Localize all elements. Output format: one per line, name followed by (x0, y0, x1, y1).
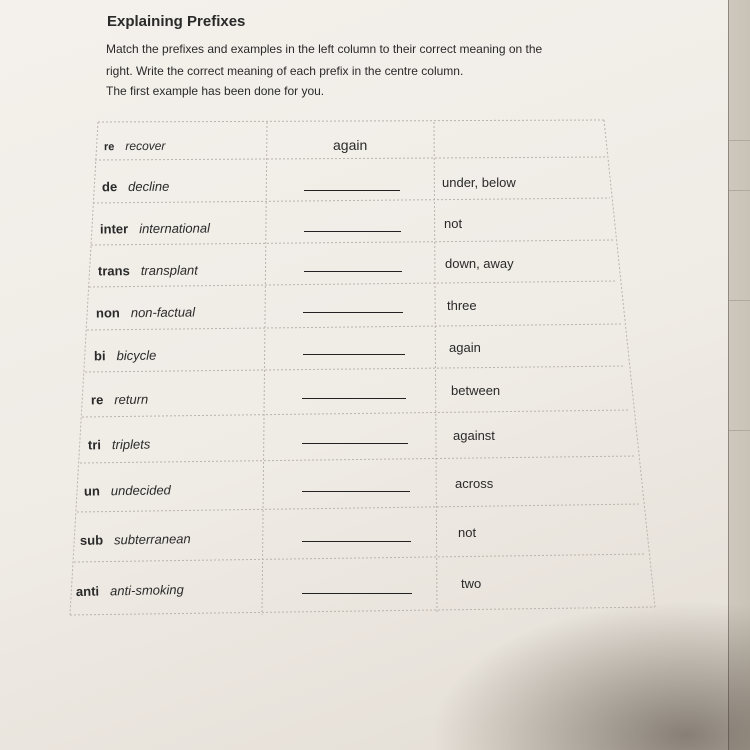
example-word: non-factual (130, 304, 196, 321)
table-row (102, 179, 170, 199)
prefix: bi (93, 348, 106, 364)
table-row (96, 304, 195, 325)
answer-blank[interactable] (302, 491, 410, 492)
example-word: international (139, 220, 211, 237)
worksheet-title: Explaining Prefixes (107, 13, 246, 30)
instruction-line-1: Match the prefixes and examples in the left column to their correct meaning on the (106, 42, 543, 56)
meaning: between (451, 383, 501, 398)
meaning: across (455, 476, 494, 491)
meaning: under, below (442, 175, 516, 190)
prefix: trans (97, 263, 130, 279)
instruction-line-3: The first example has been done for you. (106, 84, 325, 98)
table-row (104, 138, 166, 158)
answer-blank[interactable] (304, 271, 402, 272)
example-word: bicycle (116, 347, 157, 364)
table-row (98, 263, 198, 284)
prefix: un (83, 483, 100, 499)
example-word: return (114, 391, 149, 408)
table-row (100, 221, 210, 242)
prefix: re (90, 392, 104, 408)
answer-blank[interactable] (303, 312, 403, 313)
example-word: triplets (111, 436, 151, 453)
example-answer: again (333, 137, 368, 153)
photo-shadow (430, 600, 750, 750)
answer-blank[interactable] (302, 541, 411, 542)
answer-blank[interactable] (303, 354, 405, 355)
prefix: anti (75, 583, 100, 599)
prefix: inter (99, 221, 129, 237)
table-row (80, 531, 191, 553)
prefix: tri (87, 437, 102, 453)
table-row (91, 392, 149, 413)
meaning: not (444, 216, 463, 231)
answer-blank[interactable] (304, 190, 400, 191)
example-word: subterranean (113, 531, 191, 548)
meaning: down, away (445, 256, 514, 271)
prefix: sub (79, 532, 104, 548)
meaning: again (449, 340, 481, 355)
meaning: against (453, 428, 495, 443)
answer-blank[interactable] (302, 443, 408, 444)
table-row (84, 482, 171, 503)
answer-blank[interactable] (304, 231, 401, 232)
prefix: re (103, 141, 115, 154)
meaning: not (458, 525, 477, 540)
table-row (88, 437, 151, 458)
table-row (94, 348, 157, 369)
example-word: recover (125, 138, 166, 154)
prefix: de (101, 179, 118, 195)
meaning: two (461, 576, 482, 591)
answer-blank[interactable] (302, 593, 412, 594)
instruction-line-2: right. Write the correct meaning of each prefix in the centre column. (106, 64, 464, 78)
example-word: anti-smoking (109, 582, 184, 599)
example-word: undecided (110, 482, 171, 499)
example-word: decline (128, 178, 170, 195)
prefix: non (95, 305, 120, 321)
answer-blank[interactable] (302, 398, 406, 399)
table-row (76, 582, 184, 604)
meaning: three (447, 298, 477, 313)
example-word: transplant (140, 262, 198, 279)
